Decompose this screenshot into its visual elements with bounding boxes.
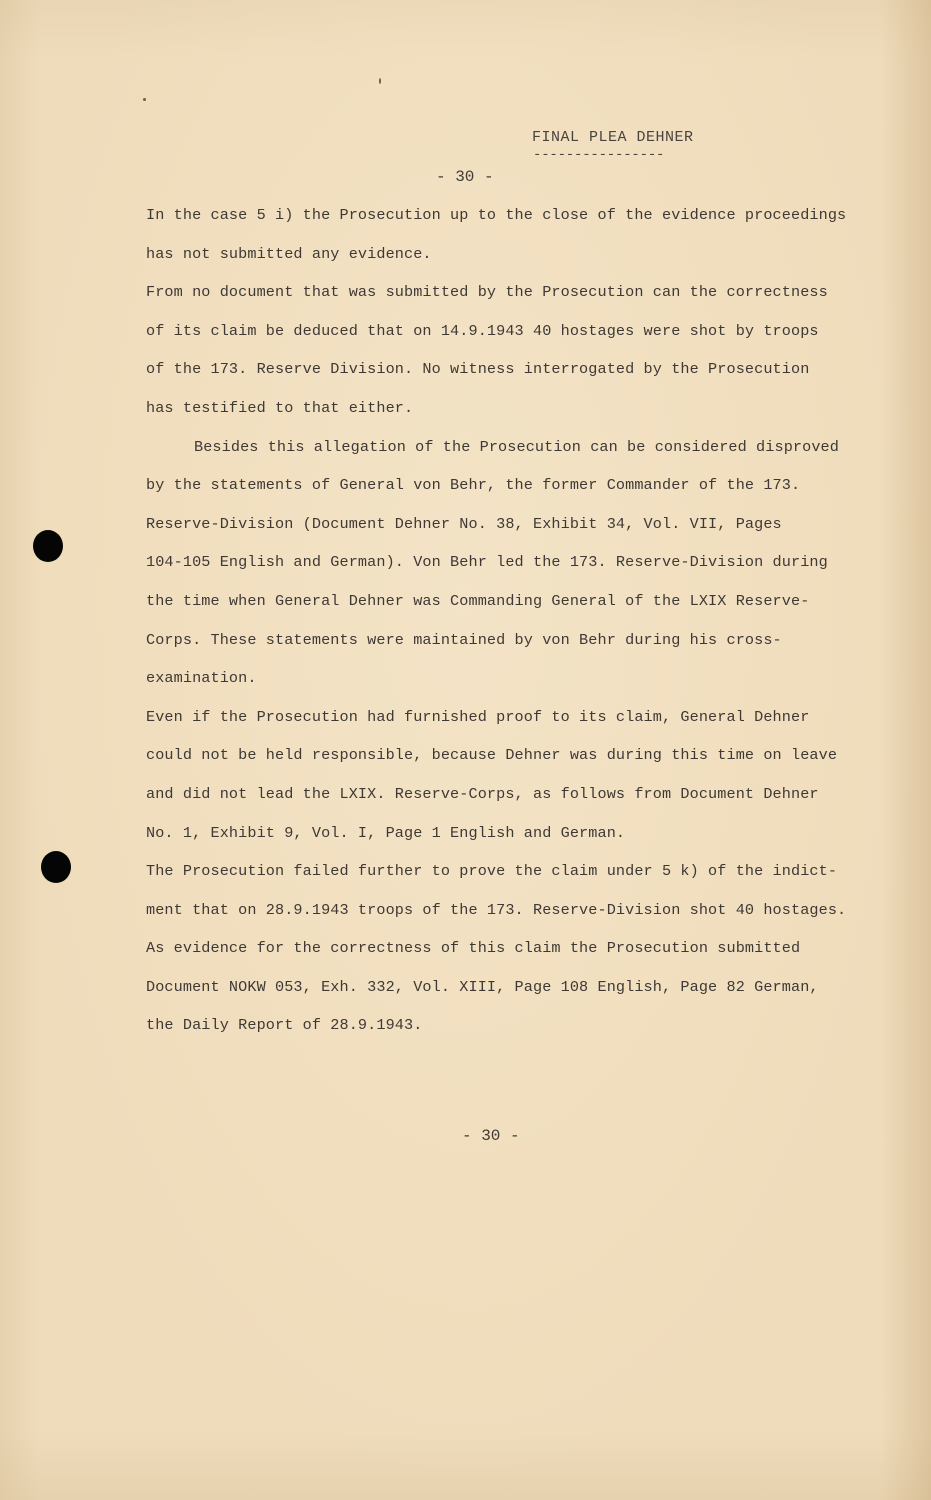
text-line: 104-105 English and German). Von Behr led the 173. Reserve-Division during <box>146 553 828 572</box>
text-line: Corps. These statements were maintained by von Behr during his cross- <box>146 630 782 649</box>
text-line: the Daily Report of 28.9.1943. <box>146 1016 423 1035</box>
text-line: could not be held responsible, because Dehner was during this time on leave <box>146 746 838 765</box>
text-line: The Prosecution failed further to prove the claim under 5 k) of the indict- <box>146 862 838 881</box>
punch-hole <box>41 851 71 883</box>
text-line: Besides this allegation of the Prosecution can be considered disproved <box>194 437 839 456</box>
text-line: ment that on 28.9.1943 troops of the 173. Reserve-Division shot 40 hostages. <box>146 900 847 919</box>
body-text <box>146 196 886 1045</box>
text-line: Reserve-Division (Document Dehner No. 38, Exhibit 34, Vol. VII, Pages <box>146 514 782 533</box>
text-line: From no document that was submitted by the Prosecution can the correctness <box>146 283 828 302</box>
text-line: In the case 5 i) the Prosecution up to the close of the evidence proceedings <box>146 206 847 224</box>
text-line: has not submitted any evidence. <box>146 244 432 263</box>
text-line: the time when General Dehner was Commanding General of the LXIX Reserve- <box>146 591 810 610</box>
text-line: Even if the Prosecution had furnished proof to its claim, General Dehner <box>146 707 810 726</box>
paper-speck <box>143 98 146 101</box>
document-header-title: FINAL PLEA DEHNER <box>532 129 694 146</box>
paper-speck <box>379 78 381 84</box>
text-line: examination. <box>146 669 257 688</box>
text-line: of the 173. Reserve Division. No witness interrogated by the Prosecution <box>146 360 810 379</box>
text-line: As evidence for the correctness of this claim the Prosecution submitted <box>146 939 801 958</box>
text-line: Document NOKW 053, Exh. 332, Vol. XIII, Page 108 English, Page 82 German, <box>146 977 819 996</box>
text-line: No. 1, Exhibit 9, Vol. I, Page 1 English and German. <box>146 823 626 842</box>
text-line: has testified to that either. <box>146 398 414 417</box>
punch-hole <box>33 530 63 562</box>
text-line: and did not lead the LXIX. Reserve-Corps, as follows from Document Dehner <box>146 784 819 803</box>
header-underline: ---------------- <box>533 147 665 163</box>
text-line: by the statements of General von Behr, the former Commander of the 173. <box>146 476 801 495</box>
page-number-bottom: - 30 - <box>462 1127 520 1145</box>
text-line: of its claim be deduced that on 14.9.1943 40 hostages were shot by troops <box>146 321 819 340</box>
page-number-top: - 30 - <box>436 168 494 186</box>
